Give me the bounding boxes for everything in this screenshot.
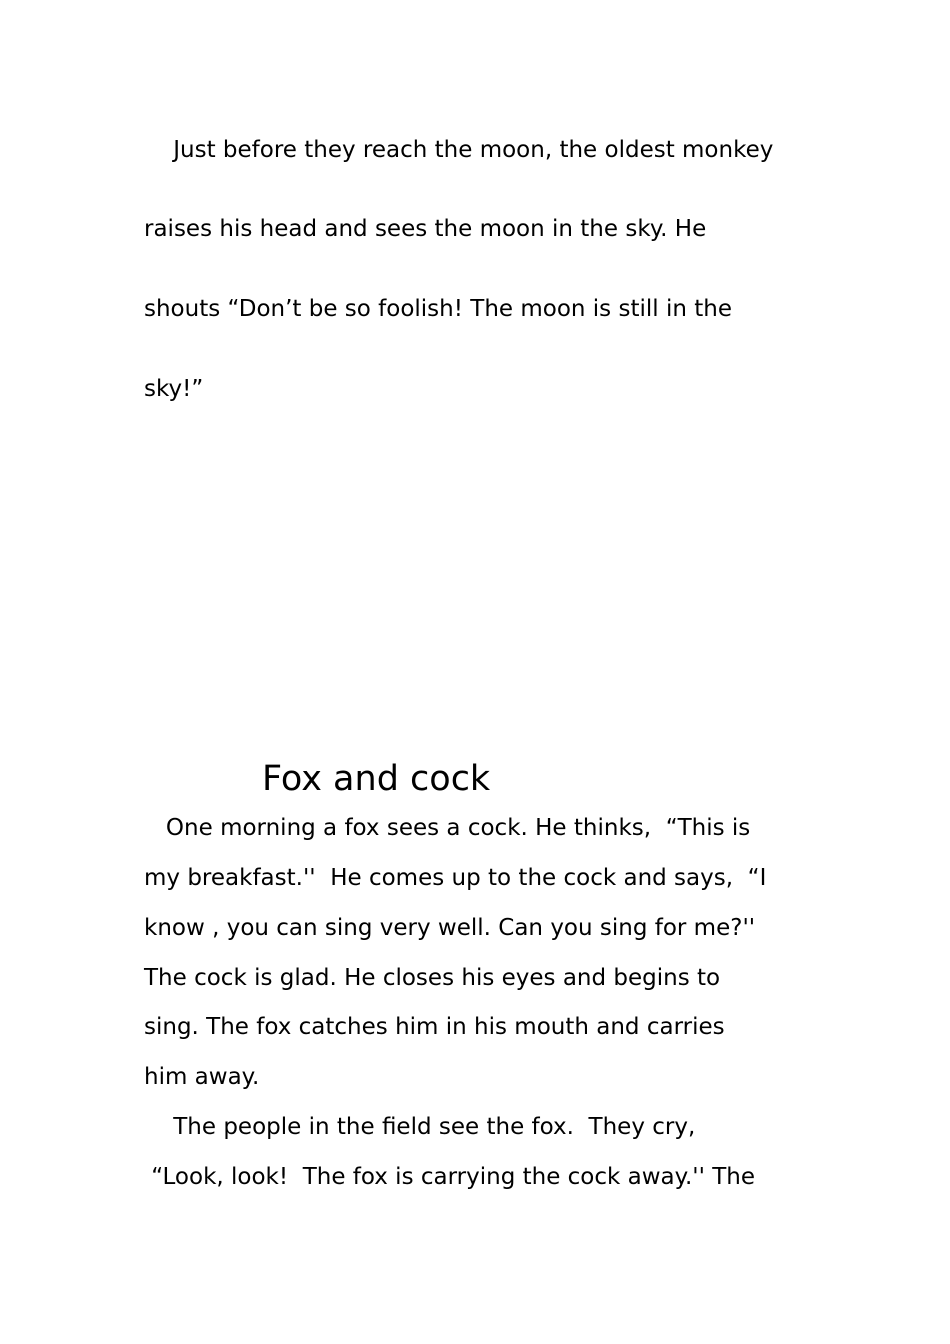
paragraph-line: The cock is glad. He closes his eyes and begins to bbox=[144, 965, 721, 991]
paragraph-line: Just before they reach the moon, the oldest monkey bbox=[144, 137, 774, 163]
paragraph-line: know , you can sing very well. Can you sing for me?'' bbox=[144, 915, 756, 941]
paragraph-line: sky!” bbox=[144, 376, 204, 402]
story-title: Fox and cock bbox=[262, 759, 491, 799]
paragraph-line: my breakfast.'' He comes up to the cock and says, “I bbox=[144, 865, 767, 891]
paragraph-line: shouts “Don’t be so foolish! The moon is still in the bbox=[144, 296, 732, 322]
paragraph-line: One morning a fox sees a cock. He thinks, “This is bbox=[144, 815, 751, 841]
paragraph-line: raises his head and sees the moon in the sky. He bbox=[144, 216, 707, 242]
paragraph-line: him away. bbox=[144, 1064, 260, 1090]
paragraph-line: sing. The fox catches him in his mouth and carries bbox=[144, 1014, 725, 1040]
paragraph-line: The people in the field see the fox. They cry, bbox=[144, 1114, 696, 1140]
paragraph-line: “Look, look! The fox is carrying the cock away.'' The bbox=[144, 1164, 756, 1190]
